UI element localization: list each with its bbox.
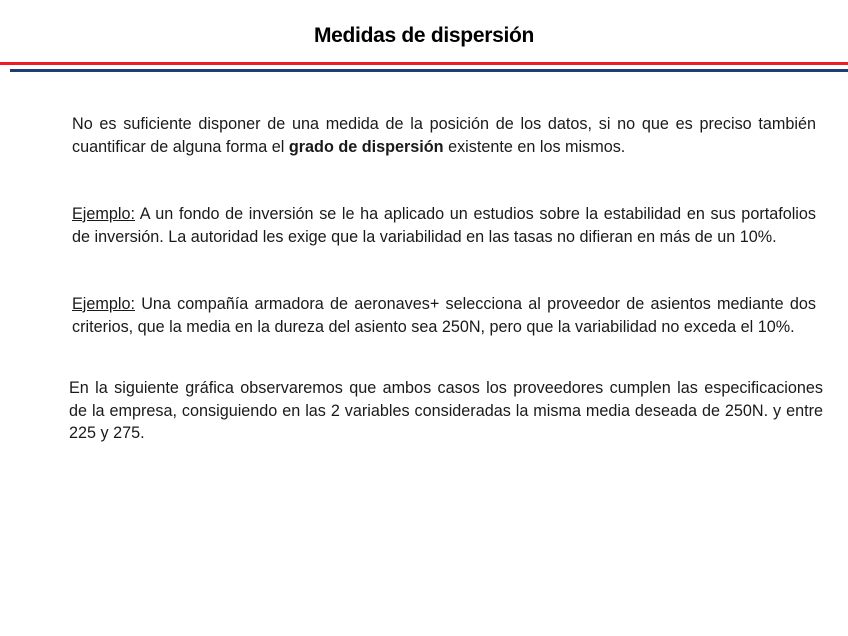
intro-text-after: existente en los mismos. [443,137,626,156]
conclusion-paragraph: En la siguiente gráfica observaremos que ambos casos los proveedores cumplen las especificaciones de la empresa, consiguiendo en las 2 variables consideradas la misma media deseada de 250N. y entre 225 y 275. [69,379,823,442]
example-label: Ejemplo: [72,205,135,223]
example-label: Ejemplo: [72,295,135,313]
example-text: Una compañía armadora de aeronaves+ selecciona al proveedor de asientos mediante dos criterios, que la media en la dureza del asiento sea 250N, pero que la variabilidad no exceda el 10%. [72,295,816,336]
example-aircraft-paragraph [72,293,816,338]
intro-bold-term: grado de dispersión [288,137,444,156]
slide-title: Medidas de dispersión [313,24,535,47]
example-text: A un fondo de inversión se le ha aplicado un estudios sobre la estabilidad en sus portafolios de inversión. La autoridad les exige que la variabilidad en las tasas no difieran en más de un 10%. [72,205,816,246]
title-rule-blue [10,69,848,72]
title-rule-red [0,62,848,65]
example-investment-paragraph [72,203,816,248]
intro-text-before: No es suficiente disponer de una medida de la posición de los datos, si no que es preciso también cuantificar de alguna forma el [72,115,816,156]
intro-paragraph [72,113,816,158]
